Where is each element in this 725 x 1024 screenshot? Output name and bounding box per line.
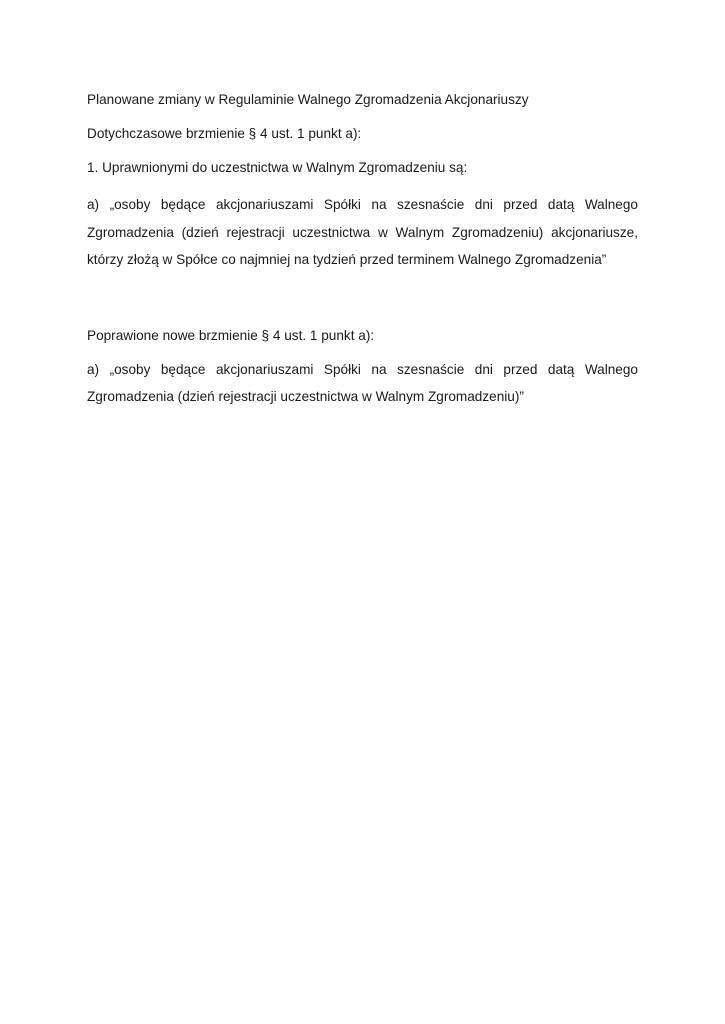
document-heading: Planowane zmiany w Regulaminie Walnego Zgromadzenia Akcjonariuszy <box>87 92 529 107</box>
current-point-a: a) „osoby będące akcjonariuszami Spółki na szesnaście dni przed datą Walnego Zgromadzenia (dzień rejestracji uczestnictwa w Walnym Zgromadzeniu) akcjonariusze, którzy złożą w Spółce co najmniej na tydzień przed terminem Walnego Zgromadzenia” <box>87 197 638 267</box>
current-wording-label: Dotychczasowe brzmienie § 4 ust. 1 punkt a): <box>87 126 362 141</box>
new-wording-label: Poprawione nowe brzmienie § 4 ust. 1 punkt a): <box>87 327 375 343</box>
new-point-a: a) „osoby będące akcjonariuszami Spółki na szesnaście dni przed datą Walnego Zgromadzenia (dzień rejestracji uczestnictwa w Walnym Zgromadzeniu)” <box>87 361 638 404</box>
item-1-text: 1. Uprawnionymi do uczestnictwa w Walnym Zgromadzeniu są: <box>87 160 468 175</box>
document-body <box>87 86 638 411</box>
